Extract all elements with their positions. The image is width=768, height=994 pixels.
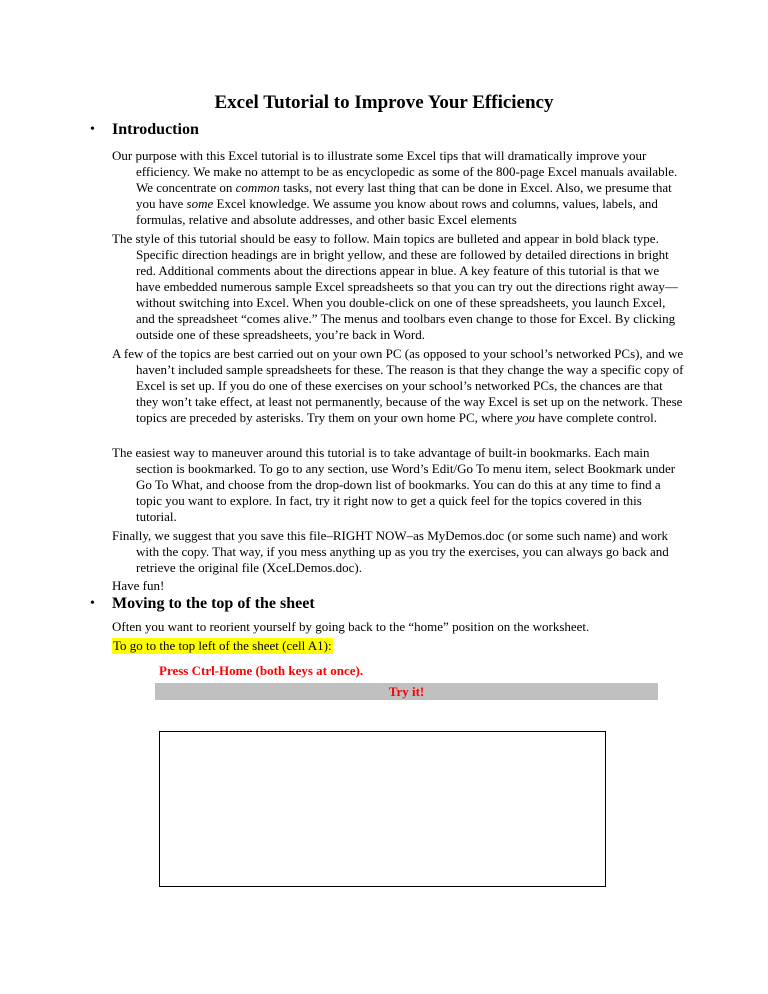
intro-paragraph-purpose: Our purpose with this Excel tutorial is to illustrate some Excel tips that will dramatically improve your efficiency. We make no attempt to be as encyclopedic as some of the 800-page Excel manuals available. We concentrate on common tasks, not every last thing that can be done in Excel. Also, we presume that you have some Excel knowledge. We assume you know about rows and columns, values, labels, and formulas, relative and absolute addresses, and other basic Excel elements	[112, 148, 678, 227]
section-heading-text: Introduction	[112, 121, 199, 138]
intro-paragraph-have-fun: Have fun!	[112, 578, 165, 593]
try-it-bar[interactable]: Try it!	[155, 683, 658, 700]
section-heading-introduction	[90, 120, 199, 140]
bullet-icon: •	[90, 596, 95, 611]
intro-paragraph-own-pc: A few of the topics are best carried out on your own PC (as opposed to your school’s networked PCs), and we haven’t included sample spreadsheets for these. The reason is that they change the way a specific copy of Excel is set up. If you do one of these exercises on your school’s networked PCs, the chances are that they won’t take effect, at least not permanently, because of the way Excel is set up on the network. These topics are preceded by asterisks. Try them on your own home PC, where you have complete control.	[112, 346, 684, 425]
section-heading-moving-top	[90, 594, 315, 614]
detail-direction: Press Ctrl-Home (both keys at once).	[159, 663, 364, 678]
intro-paragraph-bookmarks: The easiest way to maneuver around this tutorial is to take advantage of built-in bookmarks. Each main section is bookmarked. To go to any section, use Word’s Edit/Go To menu item, select Bookmark under Go To What, and choose from the drop-down list of bookmarks. You can do this at any time to find a topic you want to explore. In fact, try it right now to get a quick feel for the topics covered in this tutorial.	[112, 445, 676, 524]
bullet-icon: •	[90, 122, 95, 137]
section-heading-text: Moving to the top of the sheet	[112, 595, 315, 612]
direction-heading: To go to the top left of the sheet (cell A1):	[113, 638, 332, 653]
document-title: Excel Tutorial to Improve Your Efficiency	[214, 92, 554, 113]
intro-paragraph-style: The style of this tutorial should be easy to follow. Main topics are bulleted and appear in bold black type. Specific direction headings are in bright yellow, and these are followed by detailed directions in bright red. Additional comments about the directions appear in blue. A key feature of this tutorial is that we have embedded numerous sample Excel spreadsheets so that you can try out the directions right away—without switching into Excel. When you double-click on one of these spreadsheets, you launch Excel, and the spreadsheet “comes alive.” The menus and toolbars even change to those for Excel. By clicking outside one of these spreadsheets, you’re back in Word.	[112, 231, 678, 342]
embedded-spreadsheet[interactable]	[159, 731, 606, 887]
intro-paragraph-save-copy: Finally, we suggest that you save this file–RIGHT NOW–as MyDemos.doc (or some such name) and work with the copy. That way, if you mess anything up as you try the exercises, you can always go back and retrieve the original file (XceLDemos.doc).	[112, 528, 669, 575]
moving-top-intro: Often you want to reorient yourself by going back to the “home” position on the worksheet.	[112, 619, 590, 634]
